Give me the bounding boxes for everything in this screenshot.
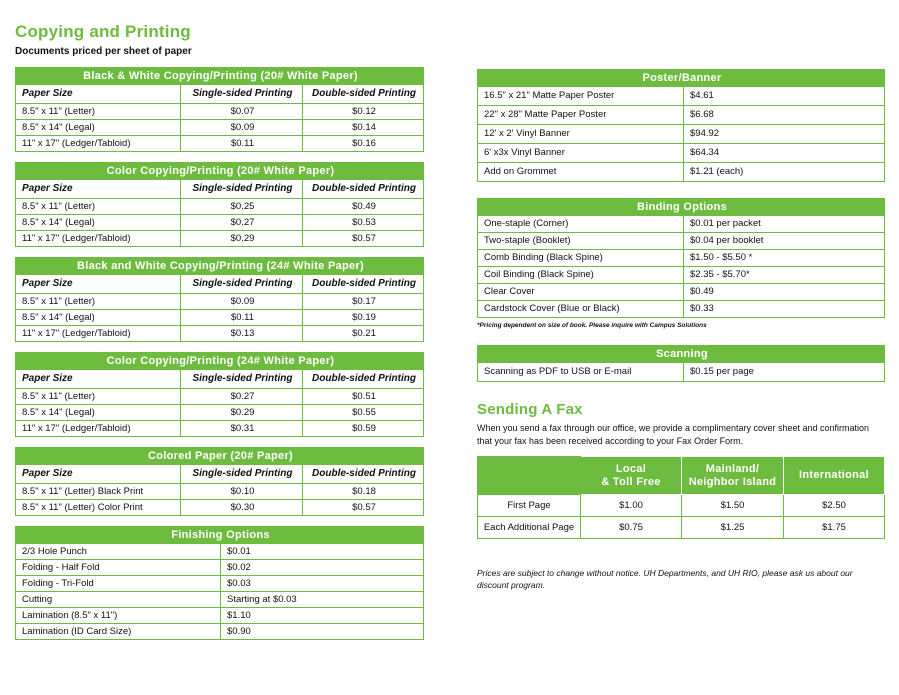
col-paper-size: Paper Size [16, 85, 181, 104]
single-price-cell: $0.25 [181, 199, 303, 215]
fax-mainland-price: $1.50 [682, 495, 784, 517]
double-price-cell: $0.59 [303, 421, 424, 437]
table-row [16, 484, 424, 500]
table-row [16, 500, 424, 516]
fax-col-international: International [784, 457, 885, 495]
fax-col-mainland-line2: Neighbor Island [688, 475, 777, 488]
item-cell: One-staple (Corner) [478, 216, 684, 233]
paper-size-cell: 8.5" x 14" (Legal) [16, 120, 181, 136]
double-price-cell: $0.16 [303, 136, 424, 152]
table-row [478, 233, 885, 250]
double-price-cell: $0.12 [303, 104, 424, 120]
price-cell: $0.01 [221, 544, 424, 560]
col-double: Double-sided Printing [303, 275, 424, 294]
table-row [16, 120, 424, 136]
col-paper-size: Paper Size [16, 370, 181, 389]
item-cell: Folding - Tri-Fold [16, 576, 221, 592]
paper-size-cell: 8.5" x 11" (Letter) Color Print [16, 500, 181, 516]
fax-col-mainland-line1: Mainland/ [705, 462, 760, 475]
double-price-cell: $0.14 [303, 120, 424, 136]
price-cell: $2.35 - $5.70* [684, 267, 885, 284]
col-paper-size: Paper Size [16, 180, 181, 199]
single-price-cell: $0.29 [181, 405, 303, 421]
table-row [16, 136, 424, 152]
price-cell: $94.92 [684, 125, 885, 144]
double-price-cell: $0.19 [303, 310, 424, 326]
table-row [16, 104, 424, 120]
fax-header-blank [478, 457, 581, 495]
item-cell: Cutting [16, 592, 221, 608]
binding-options-table [477, 198, 885, 318]
table-row [478, 250, 885, 267]
bw-20-table [15, 67, 424, 152]
single-price-cell: $0.13 [181, 326, 303, 342]
col-single: Single-sided Printing [181, 85, 303, 104]
table-row [478, 301, 885, 318]
fax-row-label: Each Additional Page [478, 517, 581, 539]
price-cell: $0.04 per booklet [684, 233, 885, 250]
table-row [478, 517, 885, 539]
paper-size-cell: 11" x 17" (Ledger/Tabloid) [16, 231, 181, 247]
column-header-row [16, 465, 424, 484]
left-column [15, 22, 424, 640]
paper-size-cell: 11" x 17" (Ledger/Tabloid) [16, 136, 181, 152]
page-title: Copying and Printing [15, 22, 191, 41]
fax-col-local-line2: & Toll Free [601, 475, 661, 488]
item-cell: Coil Binding (Black Spine) [478, 267, 684, 284]
binding-options-title: Binding Options [478, 199, 885, 216]
fax-table [477, 456, 885, 539]
price-cell: $64.34 [684, 144, 885, 163]
single-price-cell: $0.27 [181, 389, 303, 405]
double-price-cell: $0.55 [303, 405, 424, 421]
fax-col-local-line1: Local [615, 462, 647, 475]
single-price-cell: $0.07 [181, 104, 303, 120]
fax-description: When you send a fax through our office, we provide a complimentary cover sheet and confirmation that your fax has been received according to your Fax Order Form. [477, 423, 870, 446]
fax-local-price: $1.00 [581, 495, 682, 517]
binding-pricing-note: *Pricing dependent on size of book. Please inquire with Campus Solutions [477, 322, 707, 329]
paper-size-cell: 8.5" x 14" (Legal) [16, 310, 181, 326]
fax-col-mainland [682, 457, 784, 495]
item-cell: 12' x 2' Vinyl Banner [478, 125, 684, 144]
bw-24-title: Black and White Copying/Printing (24# White Paper) [16, 258, 424, 275]
col-double: Double-sided Printing [303, 465, 424, 484]
paper-size-cell: 8.5" x 14" (Legal) [16, 405, 181, 421]
double-price-cell: $0.21 [303, 326, 424, 342]
fax-col-local [581, 457, 682, 495]
item-cell: Clear Cover [478, 284, 684, 301]
col-single: Single-sided Printing [181, 370, 303, 389]
color-20-title: Color Copying/Printing (20# White Paper) [16, 163, 424, 180]
price-cell: $0.02 [221, 560, 424, 576]
single-price-cell: $0.30 [181, 500, 303, 516]
table-row [478, 106, 885, 125]
price-cell: $1.10 [221, 608, 424, 624]
item-cell: Lamination (ID Card Size) [16, 624, 221, 640]
table-row [16, 326, 424, 342]
column-header-row [16, 180, 424, 199]
table-row [478, 284, 885, 301]
table-row [16, 231, 424, 247]
table-row [16, 608, 424, 624]
table-row [16, 544, 424, 560]
single-price-cell: $0.11 [181, 136, 303, 152]
paper-size-cell: 8.5" x 11" (Letter) [16, 199, 181, 215]
single-price-cell: $0.11 [181, 310, 303, 326]
col-single: Single-sided Printing [181, 180, 303, 199]
fax-international-price: $2.50 [784, 495, 885, 517]
price-disclaimer: Prices are subject to change without notice. UH Departments, and UH RIO, please ask us about our discount program. [477, 568, 853, 590]
table-row [16, 560, 424, 576]
table-row [478, 267, 885, 284]
paper-size-cell: 11" x 17" (Ledger/Tabloid) [16, 326, 181, 342]
column-header-row [16, 370, 424, 389]
table-row [478, 495, 885, 517]
price-cell: $0.01 per packet [684, 216, 885, 233]
paper-size-cell: 8.5" x 14" (Legal) [16, 215, 181, 231]
item-cell: Add on Grommet [478, 163, 684, 182]
price-cell: $1.21 (each) [684, 163, 885, 182]
fax-title: Sending A Fax [477, 401, 583, 418]
single-price-cell: $0.09 [181, 120, 303, 136]
col-paper-size: Paper Size [16, 465, 181, 484]
col-double: Double-sided Printing [303, 85, 424, 104]
fax-international-price: $1.75 [784, 517, 885, 539]
item-cell: Two-staple (Booklet) [478, 233, 684, 250]
paper-size-cell: 8.5" x 11" (Letter) [16, 104, 181, 120]
single-price-cell: $0.10 [181, 484, 303, 500]
table-row [16, 592, 424, 608]
item-cell: Scanning as PDF to USB or E-mail [478, 363, 684, 382]
table-row [16, 199, 424, 215]
colored-paper-table [15, 447, 424, 516]
price-cell: $0.15 per page [684, 363, 885, 382]
scanning-title: Scanning [478, 346, 885, 363]
price-cell: $0.03 [221, 576, 424, 592]
column-header-row [16, 275, 424, 294]
price-cell: Starting at $0.03 [221, 592, 424, 608]
table-row [478, 125, 885, 144]
table-row [16, 389, 424, 405]
item-cell: Folding - Half Fold [16, 560, 221, 576]
double-price-cell: $0.57 [303, 231, 424, 247]
table-row [16, 421, 424, 437]
double-price-cell: $0.18 [303, 484, 424, 500]
right-column [477, 69, 885, 591]
color-24-table [15, 352, 424, 437]
column-header-row [16, 85, 424, 104]
price-cell: $1.50 - $5.50 * [684, 250, 885, 267]
paper-size-cell: 8.5" x 11" (Letter) Black Print [16, 484, 181, 500]
item-cell: Comb Binding (Black Spine) [478, 250, 684, 267]
col-double: Double-sided Printing [303, 180, 424, 199]
finishing-options-title: Finishing Options [16, 527, 424, 544]
single-price-cell: $0.27 [181, 215, 303, 231]
double-price-cell: $0.49 [303, 199, 424, 215]
table-row [16, 310, 424, 326]
item-cell: 6' x3x Vinyl Banner [478, 144, 684, 163]
table-row [16, 215, 424, 231]
finishing-options-table [15, 526, 424, 640]
table-row [16, 294, 424, 310]
single-price-cell: $0.09 [181, 294, 303, 310]
single-price-cell: $0.29 [181, 231, 303, 247]
paper-size-cell: 8.5" x 11" (Letter) [16, 294, 181, 310]
bw-20-title: Black & White Copying/Printing (20# White Paper) [16, 68, 424, 85]
colored-paper-title: Colored Paper (20# Paper) [16, 448, 424, 465]
paper-size-cell: 8.5" x 11" (Letter) [16, 389, 181, 405]
item-cell: 2/3 Hole Punch [16, 544, 221, 560]
col-single: Single-sided Printing [181, 275, 303, 294]
poster-banner-table [477, 69, 885, 182]
fax-mainland-price: $1.25 [682, 517, 784, 539]
table-row [16, 576, 424, 592]
table-row [478, 87, 885, 106]
table-row [478, 144, 885, 163]
double-price-cell: $0.51 [303, 389, 424, 405]
col-double: Double-sided Printing [303, 370, 424, 389]
item-cell: 16.5" x 21" Matte Paper Poster [478, 87, 684, 106]
table-row [478, 363, 885, 382]
price-cell: $0.33 [684, 301, 885, 318]
page-subtitle: Documents priced per sheet of paper [15, 46, 192, 57]
table-row [478, 163, 885, 182]
color-24-title: Color Copying/Printing (24# White Paper) [16, 353, 424, 370]
item-cell: Cardstock Cover (Blue or Black) [478, 301, 684, 318]
fax-header-row [478, 457, 885, 495]
price-cell: $4.61 [684, 87, 885, 106]
bw-24-table [15, 257, 424, 342]
paper-size-cell: 11" x 17" (Ledger/Tabloid) [16, 421, 181, 437]
single-price-cell: $0.31 [181, 421, 303, 437]
price-cell: $0.90 [221, 624, 424, 640]
double-price-cell: $0.53 [303, 215, 424, 231]
item-cell: Lamination (8.5" x 11") [16, 608, 221, 624]
double-price-cell: $0.17 [303, 294, 424, 310]
col-paper-size: Paper Size [16, 275, 181, 294]
price-cell: $0.49 [684, 284, 885, 301]
table-row [478, 216, 885, 233]
fax-row-label: First Page [478, 495, 581, 517]
col-single: Single-sided Printing [181, 465, 303, 484]
color-20-table [15, 162, 424, 247]
poster-banner-title: Poster/Banner [478, 70, 885, 87]
table-row [16, 624, 424, 640]
table-row [16, 405, 424, 421]
fax-local-price: $0.75 [581, 517, 682, 539]
scanning-table [477, 345, 885, 382]
double-price-cell: $0.57 [303, 500, 424, 516]
item-cell: 22" x 28" Matte Paper Poster [478, 106, 684, 125]
price-cell: $6.68 [684, 106, 885, 125]
